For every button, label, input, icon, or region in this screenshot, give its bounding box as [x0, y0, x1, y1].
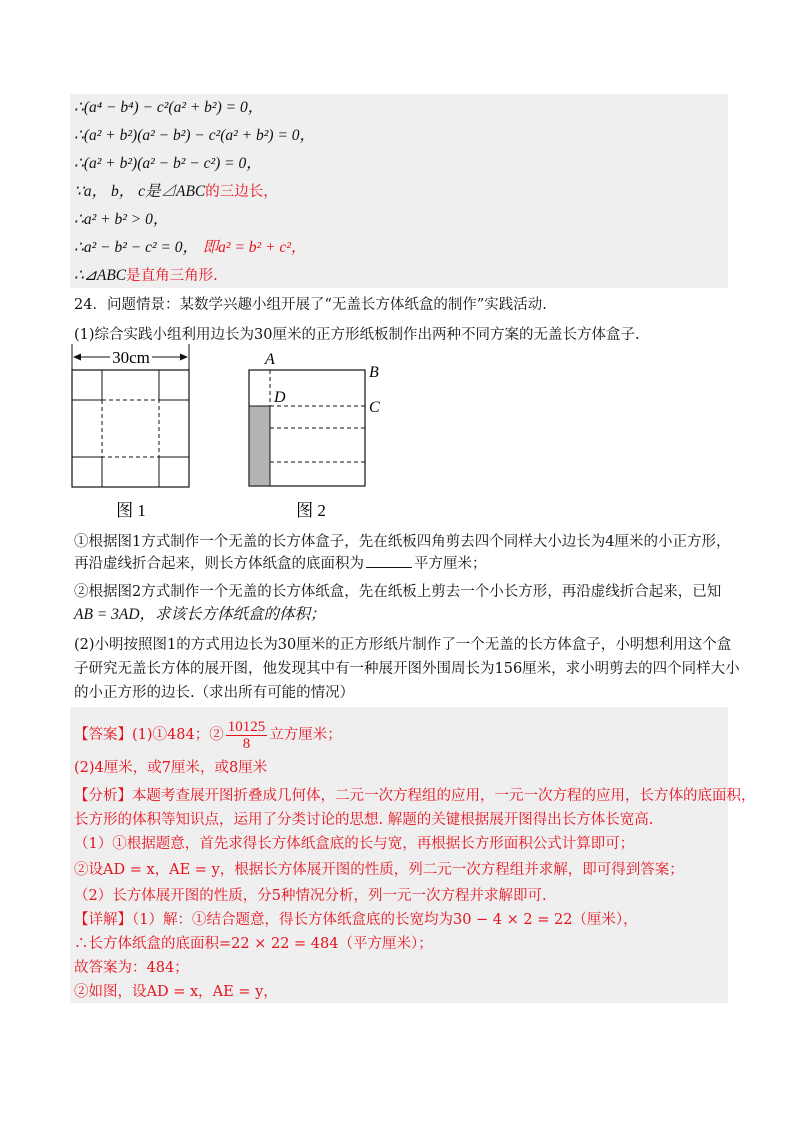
answer-blank [366, 553, 412, 568]
analysis-tag: 【分析】 [74, 788, 132, 804]
volume-fraction [226, 719, 268, 752]
label-A: A [265, 351, 275, 368]
step-4-a: ∵a， b， c是 [74, 183, 161, 200]
figure-1 [72, 344, 189, 520]
fraction-numerator: 10125 [227, 718, 266, 735]
question-2b: AB = 3AD，求该长方体纸盒的体积； [74, 606, 326, 623]
analysis-line-5: （2）长方体展开图的性质，分5种情况分析，列一元一次方程并求解即可. [74, 888, 547, 904]
step-1: ∴(a⁴ − b⁴) − c²(a² + b²) = 0， [74, 99, 264, 116]
figure-area [66, 340, 726, 520]
question-part1: (1)综合实践小组利用边长为30厘米的正方形纸板制作出两种不同方案的无盖长方体盒子. [74, 327, 640, 343]
analysis-text-1: 本题考查展开图折叠成几何体，二元一次方程组的应用，一元一次方程的应用，长方体的底面积， [132, 788, 756, 804]
step-7 [74, 264, 218, 288]
analysis-line-1 [74, 784, 756, 808]
detail-line-2: ∴长方体纸盒的底面积=22 × 22 = 484（平方厘米）； [74, 936, 433, 952]
answer-part1-unit: 立方厘米； [269, 727, 342, 743]
question-2a: ②根据图2方式制作一个无盖的长方体纸盒，先在纸板上剪去一个小长方形，再沿虚线折合起来，已知 [74, 584, 722, 600]
figure-2 [249, 351, 380, 520]
detail-line-1 [74, 908, 638, 932]
step-6 [74, 236, 306, 260]
step-4-c: 的三边长， [205, 184, 278, 200]
step-2: ∴(a² + b²)(a² − b²) − c²(a² + b²) = 0， [74, 127, 316, 144]
step-6-b: 即a² = b² + c²， [202, 239, 307, 256]
question-part2-c: 的小正方形的边长.（求出所有可能的情况） [74, 685, 355, 701]
label-C: C [369, 399, 380, 416]
question-1b-unit: 平方厘米； [414, 556, 487, 572]
question-part2-b: 子研究无盖长方体的展开图，他发现其中有一种展开图外围周长为156厘米，求小明剪去的四个同样大小 [74, 661, 740, 677]
answer-line-1 [74, 718, 342, 752]
analysis-line-3: （1）①根据题意，首先求得长方体纸盒底的长与宽，再根据长方形面积公式计算即可； [74, 836, 635, 852]
answer-tag: 【答案】 [74, 727, 132, 743]
step-4 [74, 180, 278, 204]
step-7-b: 是直角三角形. [126, 268, 218, 284]
answer-line-2: (2)4厘米，或7厘米，或8厘米 [74, 760, 268, 776]
question-part2-a: (2)小明按照图1的方式用边长为30厘米的正方形纸片制作了一个无盖的长方体盒子，小明想利用这个盒 [74, 637, 732, 653]
label-B: B [369, 364, 379, 381]
fraction-denominator: 8 [242, 735, 251, 752]
detail-text-1: （1）解：①结合题意，得长方体纸盒底的长宽均为30 − 4 × 2 = 22（厘米）， [132, 912, 638, 928]
question-1a: ①根据图1方式制作一个无盖的长方体盒子，先在纸板四角剪去四个同样大小边长为4厘米的小正方形， [74, 534, 731, 550]
detail-tag: 【详解】 [74, 912, 132, 928]
answer-part1: (1)①484；② [132, 727, 224, 743]
step-6-a: ∴a² − b² − c² = 0， [74, 239, 199, 256]
analysis-line-2: 长方形的体积等知识点，运用了分类讨论的思想. 解题的关键根据展开图得出长方体长宽高. [74, 812, 654, 828]
step-7-a: ∴⊿ABC [74, 267, 127, 284]
analysis-line-4: ②设AD = x，AE = y，根据长方体展开图的性质，列二元一次方程组并求解，即可得到答案； [74, 862, 684, 878]
question-1b [74, 552, 487, 576]
detail-line-4: ②如图，设AD = x，AE = y， [74, 984, 278, 1000]
fig1-dimension: 30cm [112, 348, 150, 367]
cut-rectangle [249, 406, 270, 486]
fig2-caption: 图 2 [296, 501, 326, 520]
fig1-caption: 图 1 [116, 501, 146, 520]
detail-line-3: 故答案为：484； [74, 960, 189, 976]
step-4-b: ⊿ABC [160, 183, 206, 200]
question-1b-text: 再沿虚线折合起来，则长方体纸盒的底面积为 [74, 556, 364, 572]
step-5: ∴a² + b² > 0， [74, 211, 169, 228]
step-3: ∴(a² + b²)(a² − b² − c²) = 0， [74, 155, 262, 172]
question-title: 24．问题情景：某数学兴趣小组开展了“无盖长方体纸盒的制作”实践活动. [74, 297, 547, 313]
label-D: D [274, 389, 286, 406]
